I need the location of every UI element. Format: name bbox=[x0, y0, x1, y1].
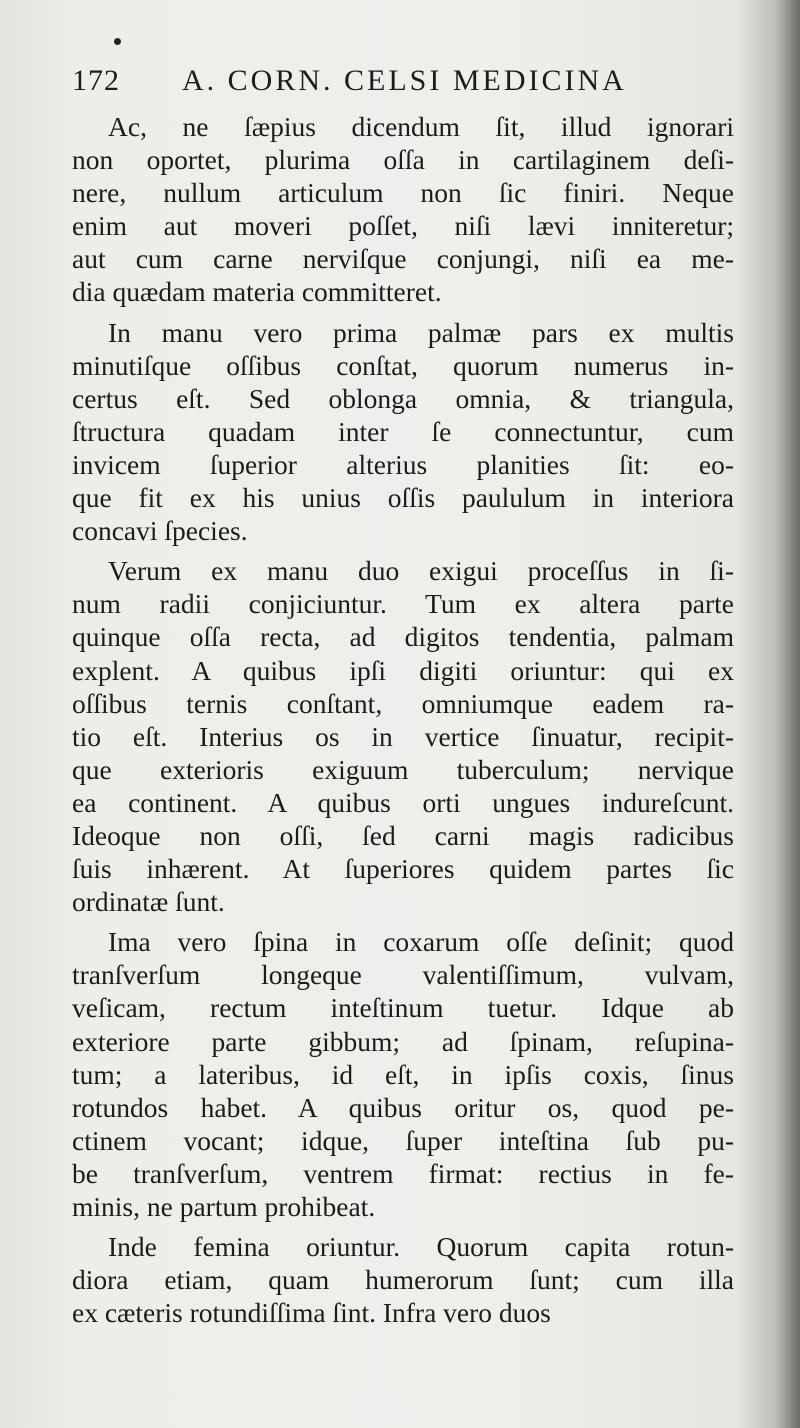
ink-speck bbox=[114, 38, 121, 45]
text-line: Ac, ne ſæpius dicendum ſit, illud ignorari bbox=[108, 111, 734, 142]
text-line: exteriore parte gibbum; ad ſpinam, reſupina- bbox=[72, 1025, 734, 1057]
text-line: que fit ex his unius oſſis paululum in interiora bbox=[72, 482, 734, 514]
text-line: ex cæteris rotundiſſima ſint. Infra vero duos bbox=[72, 1297, 551, 1329]
text-line: veſicam, rectum inteſtinum tuetur. Idque ab bbox=[72, 992, 734, 1024]
text-line: ordinatæ ſunt. bbox=[72, 886, 225, 918]
paragraph bbox=[72, 925, 734, 1223]
page-number: 172 bbox=[72, 64, 120, 97]
text-line: concavi ſpecies. bbox=[72, 515, 248, 547]
text-line: diora etiam, quam humerorum ſunt; cum illa bbox=[72, 1264, 734, 1296]
text-line: invicem ſuperior alterius planities ſit: eo- bbox=[72, 448, 734, 480]
text-line: certus eſt. Sed oblonga omnia, & triangula, bbox=[72, 382, 734, 414]
running-title: A. CORN. CELSI MEDICINA bbox=[182, 64, 627, 97]
paragraph bbox=[72, 110, 734, 309]
paragraph bbox=[72, 554, 734, 918]
text-line: dia quædam materia committeret. bbox=[72, 276, 442, 308]
text-line: rotundos habet. A quibus oritur os, quod pe- bbox=[72, 1091, 734, 1123]
text-line: non oportet, plurima oſſa in cartilaginem deſi- bbox=[72, 144, 734, 176]
text-line: explent. A quibus ipſi digiti oriuntur: qui ex bbox=[72, 654, 734, 686]
text-line: Inde femina oriuntur. Quorum capita rotun- bbox=[108, 1231, 734, 1263]
text-line: aut cum carne nerviſque conjungi, niſi ea me- bbox=[72, 243, 734, 275]
text-line: ſuis inhærent. At ſuperiores quidem partes ſic bbox=[72, 853, 734, 885]
paragraph bbox=[72, 1230, 734, 1329]
text-line: enim aut moveri poſſet, niſi lævi inniteretur; bbox=[72, 210, 734, 242]
text-line: que exterioris exiguum tuberculum; nervique bbox=[72, 753, 734, 785]
text-line: tio eſt. Interius os in vertice ſinuatur, recipit- bbox=[72, 720, 734, 752]
text-line: minis, ne partum prohibeat. bbox=[72, 1191, 376, 1222]
text-line: Ideoque non oſſi, ſed carni magis radicibus bbox=[72, 819, 734, 851]
text-line: be tranſverſum, ventrem firmat: rectius in fe- bbox=[72, 1157, 734, 1189]
body-text bbox=[72, 110, 734, 1329]
text-line: ctinem vocant; idque, ſuper inteſtina ſub pu- bbox=[72, 1124, 734, 1156]
text-line: tum; a lateribus, id eſt, in ipſis coxis, ſinus bbox=[72, 1058, 734, 1090]
text-line: num radii conjiciuntur. Tum ex altera parte bbox=[72, 588, 734, 620]
text-line: tranſverſum longeque valentiſſimum, vulvam, bbox=[72, 959, 734, 991]
text-line: In manu vero prima palmæ pars ex multis bbox=[108, 316, 734, 348]
text-line: nere, nullum articulum non ſic finiri. Neque bbox=[72, 177, 734, 209]
text-line: Verum ex manu duo exigui proceſſus in ſi- bbox=[108, 555, 734, 587]
text-line: oſſibus ternis conſtant, omniumque eadem ra- bbox=[72, 687, 734, 719]
text-line: minutiſque oſſibus conſtat, quorum numerus in- bbox=[72, 349, 734, 381]
text-line: quinque oſſa recta, ad digitos tendentia, palmam bbox=[72, 621, 734, 653]
text-line: ea continent. A quibus orti ungues indureſcunt. bbox=[72, 786, 734, 818]
page-header bbox=[72, 64, 732, 104]
text-line: Ima vero ſpina in coxarum oſſe deſinit; quod bbox=[108, 926, 734, 958]
paragraph bbox=[72, 316, 734, 548]
text-line: ſtructura quadam inter ſe connectuntur, cum bbox=[72, 415, 734, 447]
